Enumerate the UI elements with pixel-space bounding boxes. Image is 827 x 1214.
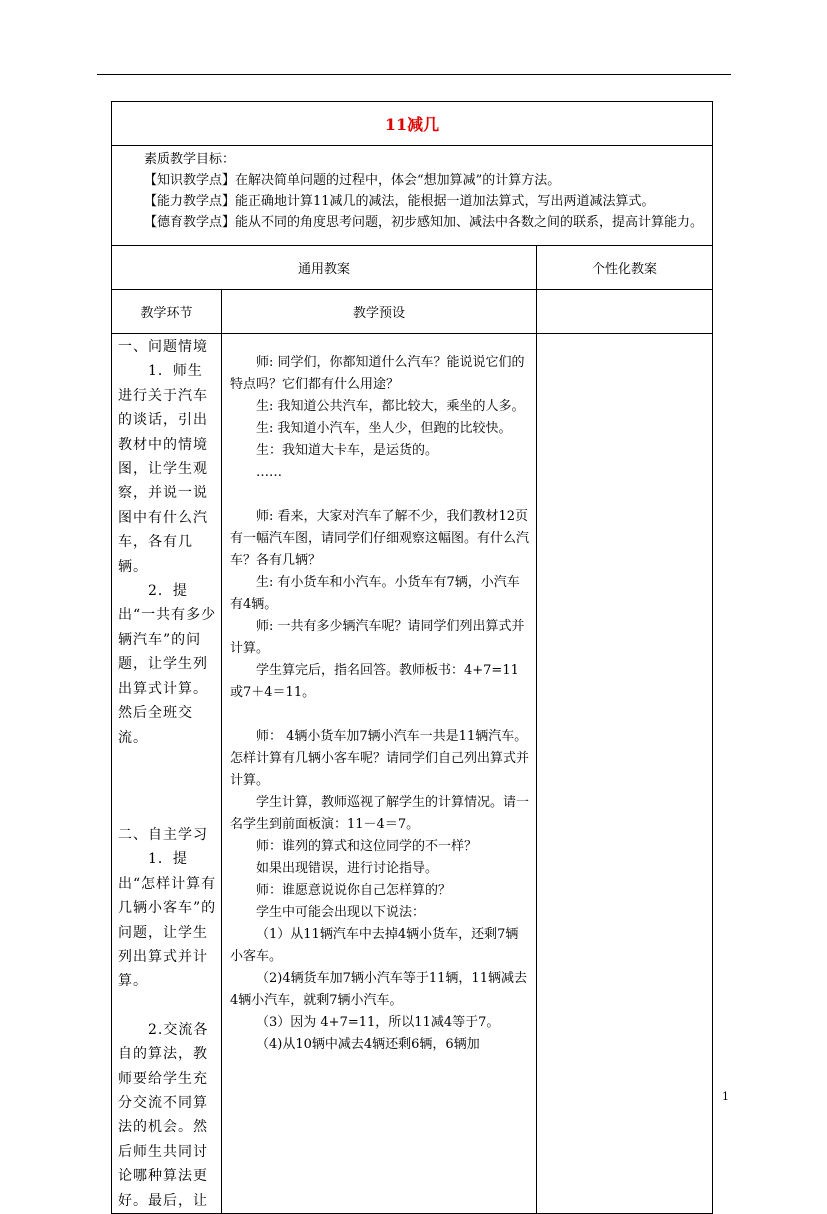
dialogue-line: 学生中可能会出现以下说法： (256, 905, 426, 920)
goal-knowledge: 【知识教学点】在解决简单问题的过程中，体会“想加算减”的计算方法。 (144, 173, 561, 188)
goals-heading: 素质教学目标： (144, 152, 236, 167)
dialogue-line: 师： 4辆小货车加7辆小汽车一共是11辆汽车。怎样计算有几辆小客车呢？请同学们自己列出算式并计算。 (230, 729, 530, 788)
stage-item: 1．师生进行关于汽车的谈话，引出教材中的情境图，让学生观察，并说一说图中有什么汽车，各有几辆。 (118, 363, 208, 575)
header-general: 通用教案 (112, 246, 537, 290)
stage-item: 2.交流各自的算法，教师要给学生充分交流不同算法的机会。然后师生共同讨论哪种算法更好。最后，让 (118, 1021, 209, 1209)
method-line: （3）因为 4+7=11，所以11减4等于7。 (256, 1015, 500, 1030)
method-line: （2)4辆货车加7辆小汽车等于11辆，11辆减去4辆小汽车，就剩7辆小汽车。 (230, 971, 527, 1008)
dialogue-line: 师: 看来，大家对汽车了解不少，我们教材12页有一幅汽车图，请同学们仔细观察这幅图。有什么汽车？各有几辆？ (230, 509, 530, 568)
teaching-goals (112, 146, 713, 246)
dialogue-line: 师: 同学们，你都知道什么汽车？能说说它们的特点吗？它们都有什么用途？ (230, 355, 525, 392)
goal-moral: 【德育教学点】能从不同的角度思考问题，初步感知加、减法中各数之间的联系，提高计算能力。 (144, 215, 704, 230)
header-stage: 教学环节 (112, 290, 222, 334)
stage-item: 1．提出“怎样计算有几辆小客车”的问题，让学生列出算式并计算。 (118, 851, 217, 990)
dialogue-line: 学生算完后，指名回答。教师板书：4+7=11或7＋4＝11。 (230, 663, 519, 700)
page-number: 1 (722, 1090, 729, 1103)
dialogue-line: 如果出现错误，进行讨论指导。 (256, 861, 439, 876)
dialogue-line: 学生计算，教师巡视了解学生的计算情况。请一名学生到前面板演：11－4＝7。 (230, 795, 530, 832)
method-line: （4)从10辆中减去4辆还剩6辆，6辆加 (256, 1037, 480, 1052)
section-heading: 二、自主学习 (118, 826, 208, 843)
lesson-plan-table (111, 101, 713, 1214)
header-rule (97, 74, 731, 75)
spacer (230, 484, 530, 506)
section-heading: 一、问题情境 (118, 339, 208, 355)
dialogue-line: 生: 有小货车和小汽车。小货车有7辆，小汽车有4辆。 (230, 575, 520, 612)
dialogue-line: 师: 一共有多少辆汽车呢？请同学们列出算式并计算。 (230, 619, 525, 656)
spacer (118, 994, 217, 1018)
header-personal: 个性化教案 (537, 246, 713, 290)
ellipsis-line: …… (256, 465, 282, 480)
spacer (118, 750, 217, 823)
dialogue-line: 师：谁列的算式和这位同学的不一样？ (256, 839, 478, 854)
personal-column (537, 334, 713, 1214)
stage-column (112, 334, 222, 1214)
stage-item: 2．提出“一共有多少辆汽车”的问题，让学生列出算式计算。然后全班交流。 (118, 583, 217, 746)
method-line: （1）从11辆汽车中去掉4辆小货车，还剩7辆小客车。 (230, 927, 519, 964)
spacer (230, 704, 530, 726)
page-title: 11减几 (112, 102, 713, 146)
dialogue-line: 生: 我知道小汽车，坐人少，但跑的比较快。 (256, 421, 512, 436)
dialogue-line: 师：谁愿意说说你自己怎样算的？ (256, 883, 452, 898)
preset-column (222, 334, 537, 1214)
dialogue-line: 生：我知道大卡车，是运货的。 (256, 443, 439, 458)
goal-ability: 【能力教学点】能正确地计算11减几的减法，能根据一道加法算式，写出两道减法算式。 (144, 194, 655, 209)
dialogue-line: 生: 我知道公共汽车，都比较大，乘坐的人多。 (256, 399, 525, 414)
header-preset: 教学预设 (222, 290, 537, 334)
header-personal-empty (537, 290, 713, 334)
